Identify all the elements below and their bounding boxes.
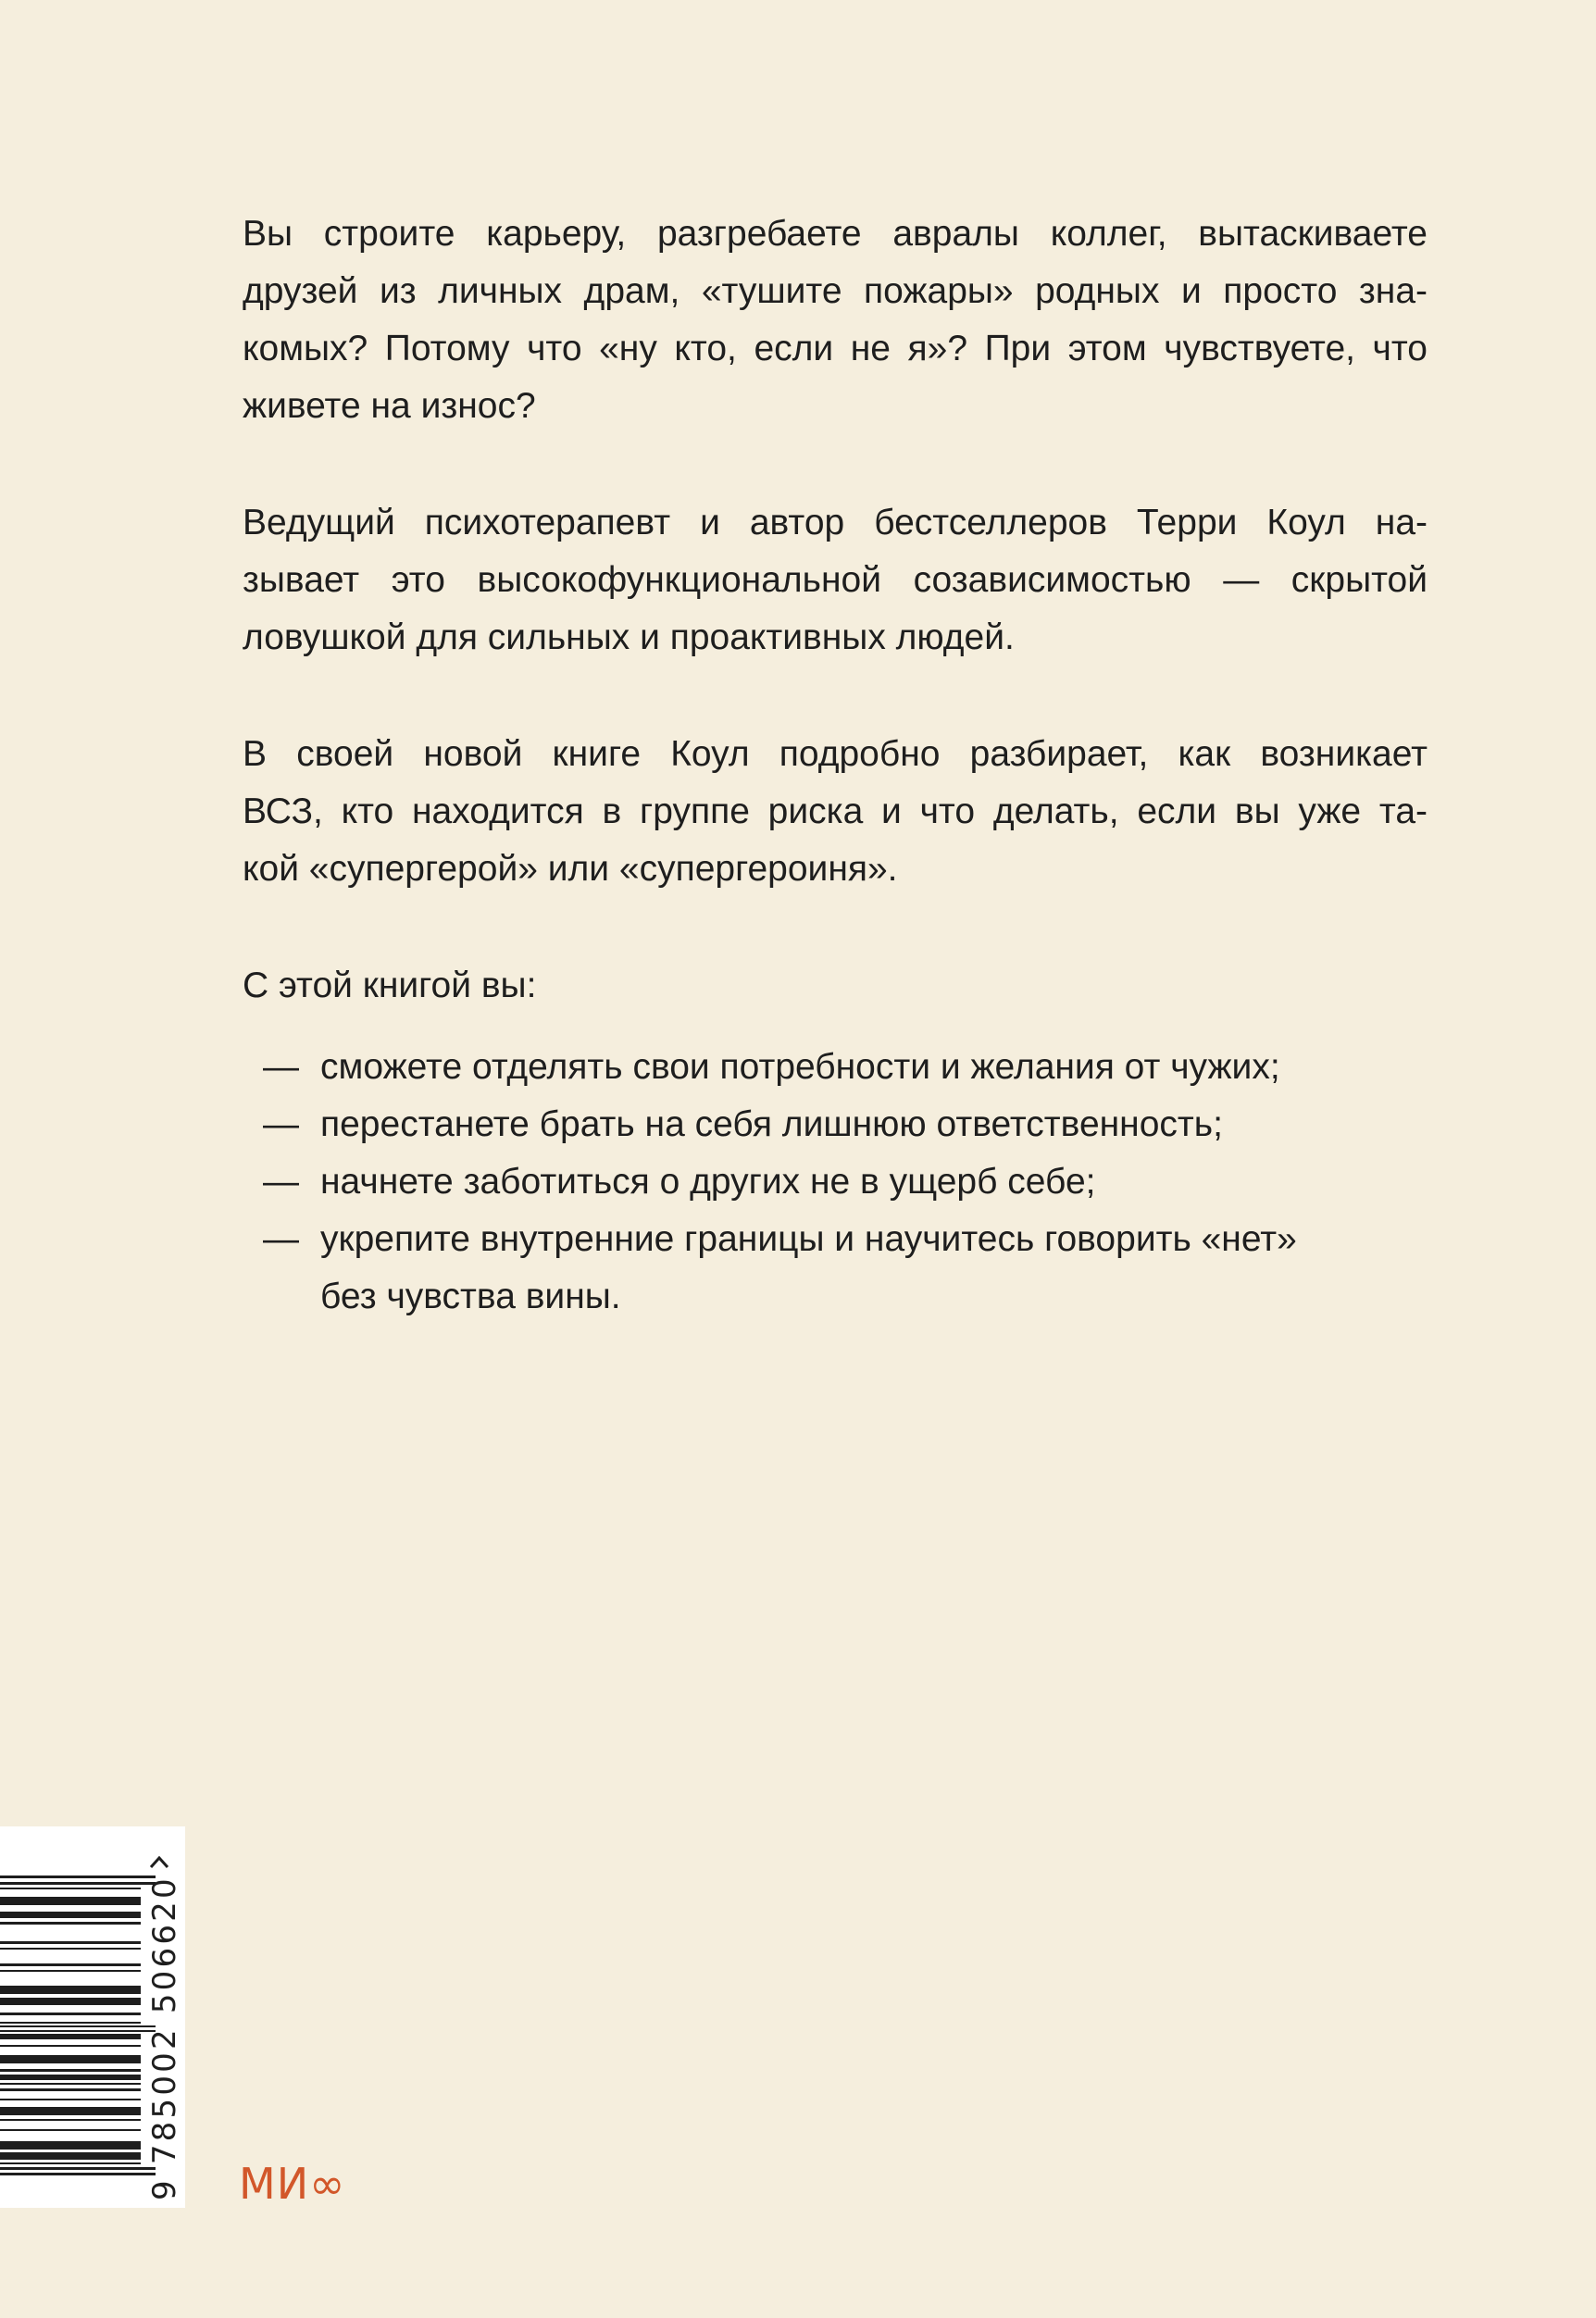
list-item (243, 1096, 1428, 1153)
list-intro-text: С этой книгой вы: (243, 966, 537, 1005)
paragraph-line: ВСЗ, кто находится в группе риска и что делать, если вы уже та- (243, 791, 1428, 831)
paragraph-2 (243, 494, 1428, 667)
list-intro (243, 957, 1428, 1015)
paragraph-3 (243, 726, 1428, 898)
dash-bullet-icon: — (263, 1219, 299, 1259)
paragraph-line: кой «супергерой» или «супергероиня». (243, 849, 898, 889)
paragraph-line: ловушкой для сильных и проактивных людей. (243, 617, 1015, 657)
isbn-number: 9 785002 506620 (146, 1876, 183, 2200)
list-item (243, 1211, 1428, 1326)
paragraph-line: Ведущий психотерапевт и автор бестселлеров Терри Коул на- (243, 503, 1428, 542)
dash-bullet-icon: — (263, 1047, 299, 1087)
paragraph-line: комых? Потому что «ну кто, если не я»? При этом чувствуете, что (243, 329, 1428, 368)
dash-bullet-icon: — (263, 1104, 299, 1144)
isbn-barcode (0, 1826, 185, 2208)
paragraph-line: В своей новой книге Коул подробно разбирает, как возникает (243, 734, 1428, 774)
paragraph-line: зывает это высокофункциональной созависимостью — скрытой (243, 560, 1428, 600)
list-item-text: сможете отделять свои потребности и желания от чужих; (320, 1047, 1280, 1087)
list-item (243, 1153, 1428, 1211)
list-item-text: перестанете брать на себя лишнюю ответственность; (320, 1104, 1223, 1144)
list-item-text: начнете заботиться о других не в ущерб себе; (320, 1162, 1096, 1202)
publisher-logo: МИ∞ (239, 2159, 346, 2209)
barcode-digits (142, 1834, 183, 2200)
list-item-text: без чувства вины. (320, 1277, 621, 1316)
dash-bullet-icon: — (263, 1162, 299, 1202)
list-item-text: укрепите внутренние границы и научитесь говорить «нет» (320, 1219, 1297, 1259)
list-item (243, 1039, 1428, 1096)
paragraph-line: живете на износ? (243, 386, 536, 426)
paragraph-1 (243, 206, 1428, 435)
paragraph-line: друзей из личных драм, «тушите пожары» родных и просто зна- (243, 271, 1428, 311)
benefits-list (243, 1039, 1428, 1326)
paragraph-line: Вы строите карьеру, разгребаете авралы коллег, вытаскиваете (243, 214, 1428, 254)
